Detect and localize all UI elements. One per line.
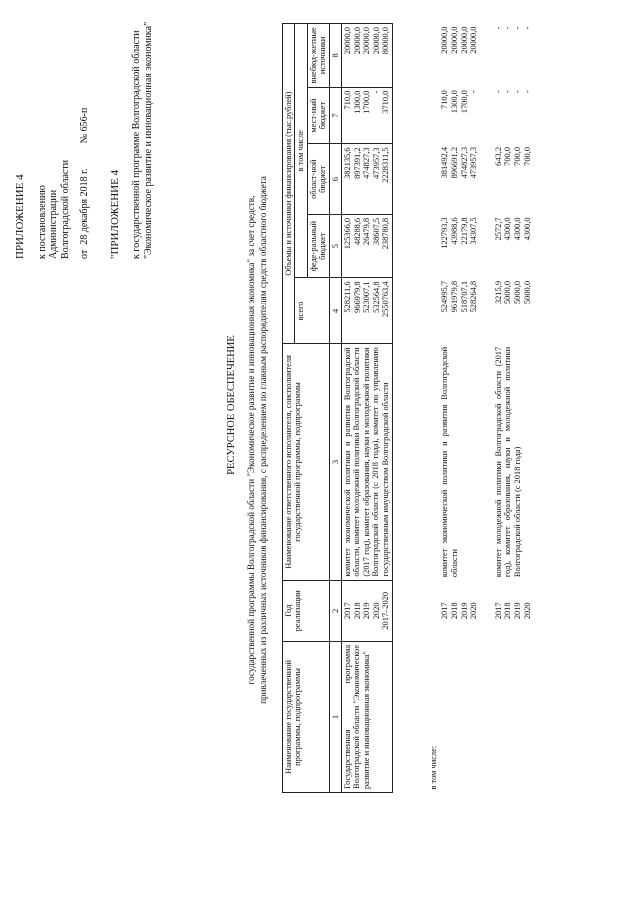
- row-executor: комитет экономической политики и развития Волгоградской области, комитет молодежной политики Волгоградской области (2017 год), комитет образования, науки и молодежной политики Волгоградской области (с 2018 года), комитет по управлению государственным имуществом Волгоградской области: [342, 344, 393, 580]
- column-number-row: 1 2 3 4 5 6 7 8: [329, 24, 341, 793]
- table-row: [393, 24, 440, 793]
- row-program-name: Государственная программа Волгоградской области "Экономическое развитие и инновационная экономика": [342, 641, 393, 792]
- col-header-funding: Объемы и источники финансирования (тыс.рублей): [283, 24, 295, 344]
- document-title: РЕСУРСНОЕ ОБЕСПЕЧЕНИЕ: [226, 335, 237, 475]
- col-header-total: всего: [295, 278, 329, 344]
- col-header-program: Наименование государственной программы, подпрограммы: [283, 641, 330, 792]
- resource-table: [282, 23, 533, 793]
- quoted-appendix-title: "ПРИЛОЖЕНИЕ 4: [108, 169, 121, 259]
- col-header-local: мест-ный бюджет: [307, 87, 329, 144]
- col-header-year: Год реализации: [283, 580, 330, 641]
- table-row: Государственная программа Волгоградской области "Экономическое развитие и инновационная экономика" 2017 2018 2019 2020 2017–2020 комитет экономической политики и развития Волгоградской области, комитет молодежной политики Волгоградской области (2017 год), комитет образования, науки и молодежной политики Волгоградской области (с 2018 года), комитет по управлению государственным имуществом Волгоградской области 528211,6 966979,8 523007,1 532564,8 2550763,4 125366,0 48288,6 26479,8 38607,5 238780,8 382135,6 897391,2 474827,3 473957,3 2228311,5 710,0 1300,0 1700,0 - 3710,0 20000,0 20000,0 20000,0 20000,0 80000,0: [342, 24, 393, 793]
- appendix-header: [14, 19, 154, 259]
- program-ref: "Экономическое развитие и инновационная экономика": [142, 21, 154, 259]
- table-row: 2017 2018 2019 2020 комитет молодежной политики Волгоградской области (2017 год), комитет образования, науки и молодежной политики Волгоградской области (с 2018 года) 3215,9 5000,0 5000,0 5000,0 2572,7 4300,0 4300,0 4300,0 643,2 700,0 700,0 700,0 - - - - - - - -: [480, 24, 533, 793]
- row-executor: комитет молодежной политики Волгоградской области (2017 год), комитет образования, науки и молодежной политики Волгоградской области (с 2018 года): [493, 346, 522, 578]
- row-executor: комитет экономической политики и развития Волгоградской области: [440, 346, 459, 578]
- col-header-executor: Наименование ответственного исполнителя, соисполнителя государственной программы, подпрограммы: [283, 344, 330, 580]
- col-header-regional: област-ной бюджет: [307, 144, 329, 214]
- header-line: Администрации: [48, 189, 60, 259]
- header-line: к постановлению: [36, 185, 48, 259]
- program-ref: к государственной программе Волгоградской области: [131, 30, 143, 259]
- col-header-extrabudget: внебюд-жетные источники: [307, 24, 329, 88]
- header-line: Волгоградской области: [59, 159, 71, 259]
- including-label: в том числе:: [429, 745, 438, 790]
- table-row: 2017 2018 2019 2020 комитет экономической политики и развития Волгоградской области 524995,7 961979,8 518707,1 528264,8 122793,3 43988,6 22179,8 34307,5 381492,4 896691,2 474827,3 473957,3 710,0 1300,0 1700,0 - 20000,0 20000,0 20000,0 20000,0: [440, 26, 479, 620]
- decree-date-line: от 28 декабря 2018 г. № 656-п: [79, 107, 91, 259]
- document-subtitle-1: государственной программы Волгоградской области "Экономическое развитие и инновационная экономика" за счет средств,: [246, 195, 256, 685]
- document-subtitle-2: привлеченных из различных источников финансирования, с распределением по главным распорядителям средств областного бюджета: [258, 176, 268, 704]
- appendix-title: ПРИЛОЖЕНИЕ 4: [14, 174, 26, 259]
- col-header-including: в том числе: [295, 24, 307, 278]
- col-header-federal: феде-ральный бюджет: [307, 214, 329, 278]
